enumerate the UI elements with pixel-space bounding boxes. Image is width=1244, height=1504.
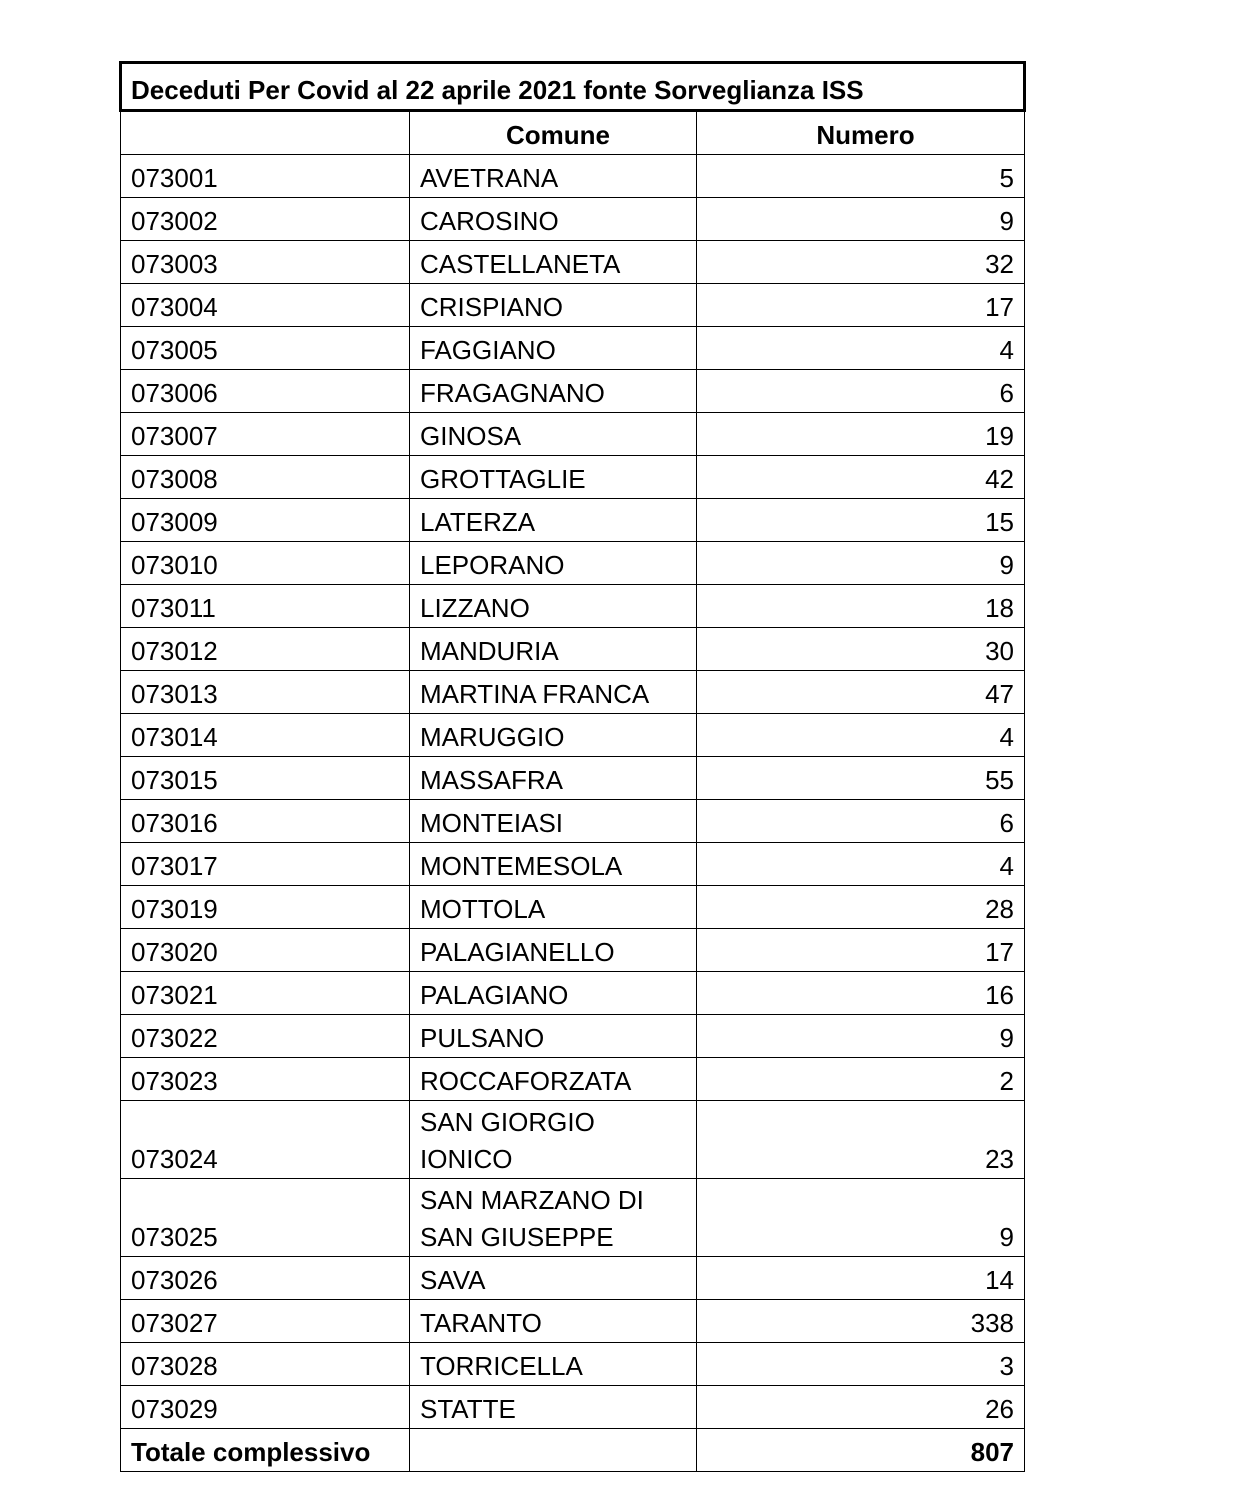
cell-comune: MARUGGIO	[410, 714, 697, 757]
header-comune: Comune	[410, 111, 697, 155]
cell-comune: CASTELLANETA	[410, 241, 697, 284]
cell-numero: 26	[697, 1386, 1025, 1429]
cell-code: 073006	[121, 370, 410, 413]
cell-comune: ROCCAFORZATA	[410, 1058, 697, 1101]
cell-numero: 15	[697, 499, 1025, 542]
table-row	[121, 972, 1025, 1015]
table-row	[121, 1101, 1025, 1179]
cell-numero: 28	[697, 886, 1025, 929]
cell-numero: 6	[697, 370, 1025, 413]
cell-comune: GINOSA	[410, 413, 697, 456]
cell-code: 073001	[121, 155, 410, 198]
table-row	[121, 456, 1025, 499]
cell-comune: MARTINA FRANCA	[410, 671, 697, 714]
cell-numero: 9	[697, 542, 1025, 585]
cell-comune: LATERZA	[410, 499, 697, 542]
cell-comune-line: IONICO	[420, 1144, 513, 1174]
total-comune	[410, 1429, 697, 1472]
cell-code: 073029	[121, 1386, 410, 1429]
cell-code: 073003	[121, 241, 410, 284]
cell-comune-line: SAN MARZANO DI	[420, 1185, 644, 1215]
cell-numero: 19	[697, 413, 1025, 456]
cell-comune: PULSANO	[410, 1015, 697, 1058]
cell-numero: 4	[697, 843, 1025, 886]
cell-comune: SAVA	[410, 1257, 697, 1300]
table-row	[121, 585, 1025, 628]
cell-comune: TARANTO	[410, 1300, 697, 1343]
cell-code: 073027	[121, 1300, 410, 1343]
cell-code: 073026	[121, 1257, 410, 1300]
deaths-table-container	[119, 61, 1023, 1472]
cell-numero: 338	[697, 1300, 1025, 1343]
cell-numero: 17	[697, 929, 1025, 972]
cell-code: 073021	[121, 972, 410, 1015]
cell-comune-line: SAN GIORGIO	[420, 1107, 595, 1137]
cell-code: 073016	[121, 800, 410, 843]
cell-comune: FAGGIANO	[410, 327, 697, 370]
table-row	[121, 1058, 1025, 1101]
table-row	[121, 370, 1025, 413]
cell-numero: 2	[697, 1058, 1025, 1101]
table-title: Deceduti Per Covid al 22 aprile 2021 fonte Sorveglianza ISS	[121, 63, 1025, 111]
table-row	[121, 1343, 1025, 1386]
cell-comune: AVETRANA	[410, 155, 697, 198]
cell-code: 073010	[121, 542, 410, 585]
cell-numero: 3	[697, 1343, 1025, 1386]
cell-code: 073011	[121, 585, 410, 628]
header-code	[121, 111, 410, 155]
table-row	[121, 628, 1025, 671]
cell-code: 073019	[121, 886, 410, 929]
table-row	[121, 1386, 1025, 1429]
cell-code: 073022	[121, 1015, 410, 1058]
cell-comune: MASSAFRA	[410, 757, 697, 800]
cell-numero: 32	[697, 241, 1025, 284]
table-row	[121, 499, 1025, 542]
table-row	[121, 284, 1025, 327]
table-row	[121, 241, 1025, 284]
cell-code: 073025	[121, 1179, 410, 1257]
table-row	[121, 1015, 1025, 1058]
table-row	[121, 929, 1025, 972]
table-row	[121, 327, 1025, 370]
table-row	[121, 714, 1025, 757]
cell-comune: MANDURIA	[410, 628, 697, 671]
cell-numero: 6	[697, 800, 1025, 843]
cell-numero: 42	[697, 456, 1025, 499]
table-row	[121, 757, 1025, 800]
cell-code: 073004	[121, 284, 410, 327]
table-row	[121, 542, 1025, 585]
cell-code: 073009	[121, 499, 410, 542]
cell-code: 073007	[121, 413, 410, 456]
cell-code: 073005	[121, 327, 410, 370]
total-row	[121, 1429, 1025, 1472]
cell-numero: 9	[697, 198, 1025, 241]
cell-code: 073012	[121, 628, 410, 671]
cell-comune	[410, 1179, 697, 1257]
cell-code: 073002	[121, 198, 410, 241]
cell-code: 073014	[121, 714, 410, 757]
cell-numero: 18	[697, 585, 1025, 628]
cell-comune: MONTEIASI	[410, 800, 697, 843]
table-header-row	[121, 111, 1025, 155]
cell-numero: 23	[697, 1101, 1025, 1179]
cell-comune: PALAGIANO	[410, 972, 697, 1015]
cell-comune-line: SAN GIUSEPPE	[420, 1222, 614, 1252]
total-label: Totale complessivo	[121, 1429, 410, 1472]
table-row	[121, 671, 1025, 714]
total-numero: 807	[697, 1429, 1025, 1472]
cell-numero: 4	[697, 714, 1025, 757]
table-row	[121, 413, 1025, 456]
cell-numero: 30	[697, 628, 1025, 671]
table-row	[121, 1257, 1025, 1300]
cell-comune: TORRICELLA	[410, 1343, 697, 1386]
cell-comune: MONTEMESOLA	[410, 843, 697, 886]
table-row	[121, 155, 1025, 198]
cell-comune: CAROSINO	[410, 198, 697, 241]
cell-comune: LEPORANO	[410, 542, 697, 585]
cell-comune: PALAGIANELLO	[410, 929, 697, 972]
table-row	[121, 1300, 1025, 1343]
header-numero: Numero	[697, 111, 1025, 155]
table-title-row	[121, 63, 1025, 111]
cell-comune: MOTTOLA	[410, 886, 697, 929]
cell-comune: CRISPIANO	[410, 284, 697, 327]
cell-comune: FRAGAGNANO	[410, 370, 697, 413]
cell-numero: 47	[697, 671, 1025, 714]
cell-numero: 4	[697, 327, 1025, 370]
table-row	[121, 843, 1025, 886]
table-row	[121, 198, 1025, 241]
cell-code: 073015	[121, 757, 410, 800]
cell-numero: 9	[697, 1015, 1025, 1058]
cell-comune: LIZZANO	[410, 585, 697, 628]
cell-comune: STATTE	[410, 1386, 697, 1429]
table-row	[121, 1179, 1025, 1257]
cell-code: 073028	[121, 1343, 410, 1386]
cell-code: 073008	[121, 456, 410, 499]
cell-numero: 14	[697, 1257, 1025, 1300]
cell-code: 073024	[121, 1101, 410, 1179]
cell-comune: GROTTAGLIE	[410, 456, 697, 499]
table-row	[121, 800, 1025, 843]
cell-code: 073023	[121, 1058, 410, 1101]
cell-code: 073013	[121, 671, 410, 714]
cell-code: 073017	[121, 843, 410, 886]
cell-numero: 5	[697, 155, 1025, 198]
cell-code: 073020	[121, 929, 410, 972]
deaths-table	[119, 61, 1026, 1472]
cell-numero: 55	[697, 757, 1025, 800]
cell-comune	[410, 1101, 697, 1179]
table-row	[121, 886, 1025, 929]
cell-numero: 16	[697, 972, 1025, 1015]
cell-numero: 17	[697, 284, 1025, 327]
cell-numero: 9	[697, 1179, 1025, 1257]
